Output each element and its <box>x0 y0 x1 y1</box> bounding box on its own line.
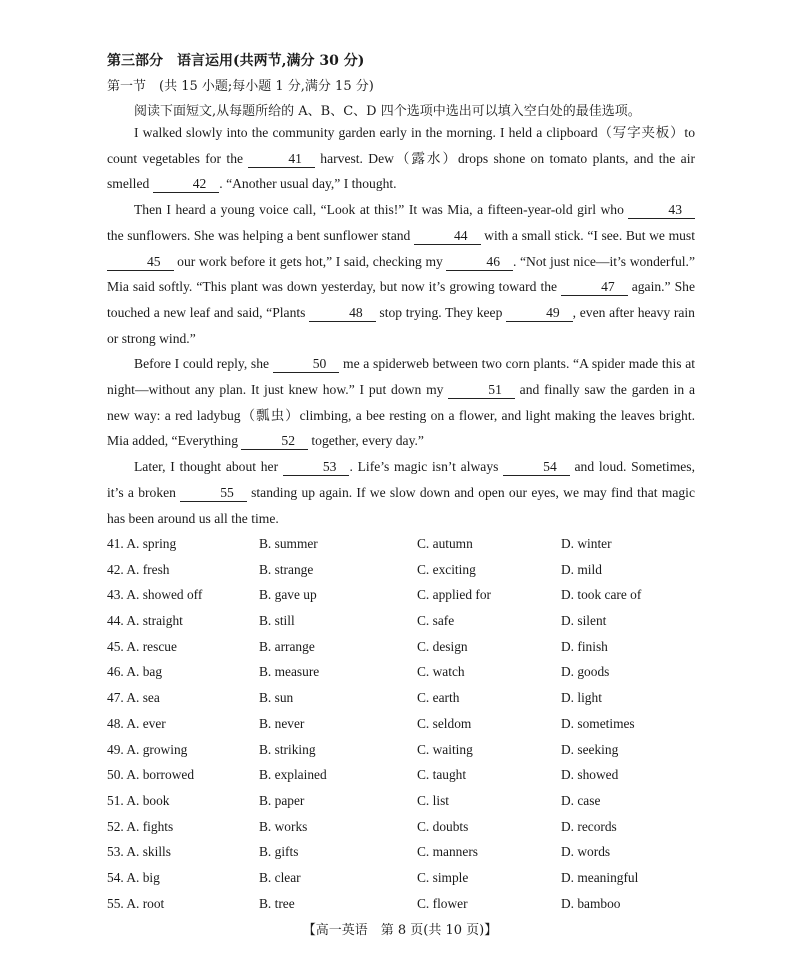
option-choice: D. seeking <box>561 741 619 757</box>
option-choice: B. still <box>259 613 295 629</box>
option-choice: 54. A. big <box>107 869 160 885</box>
option-choice: 41. A. spring <box>107 536 177 551</box>
passage-text: Before I could reply, she <box>134 356 273 372</box>
passage-text: me a spiderweb between two corn plants. “A spider made this at night—without any plan. It just knew how.” I put down my <box>107 356 696 398</box>
passage-text: harvest. Dew（露水）drops shone on tomato plants, and the air smelled <box>107 150 695 192</box>
answer-options <box>107 534 707 919</box>
answer-blank: 49 <box>506 305 573 322</box>
option-choice: 52. A. fights <box>107 818 174 834</box>
option-row <box>107 560 707 586</box>
option-choice: 49. A. growing <box>107 741 188 757</box>
answer-blank: 55 <box>180 485 247 502</box>
option-choice: 51. A. book <box>107 792 170 808</box>
instruction-text: 阅读下面短文,从每题所给的 A、B、C、D 四个选项中选出可以填入空白处的最佳选项。 <box>134 104 641 119</box>
passage-paragraph <box>107 120 695 197</box>
option-row <box>107 765 707 791</box>
option-choice: C. taught <box>417 767 467 783</box>
option-choice: D. words <box>561 844 611 860</box>
option-choice: B. paper <box>259 792 305 808</box>
passage-text: and finally saw the garden in a new way: a red ladybug（瓢虫）climbing, a bee resting on a flower, and light making the leaves bright. Mia added, “Everything <box>107 382 695 449</box>
option-choice: D. finish <box>561 638 608 654</box>
option-choice: C. design <box>417 638 468 654</box>
option-choice: D. took care of <box>561 587 642 603</box>
option-choice: 53. A. skills <box>107 844 171 860</box>
option-choice: B. explained <box>259 767 327 783</box>
answer-blank: 45 <box>107 254 174 271</box>
option-choice: D. showed <box>561 767 619 783</box>
option-choice: 45. A. rescue <box>107 638 177 654</box>
option-choice: 42. A. fresh <box>107 561 170 577</box>
option-choice: C. list <box>417 792 449 808</box>
option-row <box>107 662 707 688</box>
option-choice: C. autumn <box>417 536 473 551</box>
option-choice: 47. A. sea <box>107 690 160 706</box>
option-row <box>107 585 707 611</box>
option-choice: D. records <box>561 818 617 834</box>
option-choice: D. silent <box>561 613 607 629</box>
option-choice: B. sun <box>259 690 294 706</box>
answer-blank: 50 <box>273 356 340 373</box>
option-choice: 50. A. borrowed <box>107 767 195 783</box>
option-row <box>107 868 707 894</box>
passage-paragraph <box>107 454 695 531</box>
answer-blank: 51 <box>448 382 515 399</box>
answer-blank: 47 <box>561 279 628 296</box>
passage-text: . Life’s magic isn’t always <box>349 459 504 475</box>
option-choice: 55. A. root <box>107 895 165 911</box>
option-row <box>107 534 707 560</box>
option-choice: C. flower <box>417 895 468 911</box>
answer-blank: 53 <box>283 459 350 476</box>
passage-text: together, every day.” <box>307 433 424 449</box>
option-row <box>107 611 707 637</box>
option-choice: 43. A. showed off <box>107 587 203 603</box>
option-choice: 44. A. straight <box>107 613 183 629</box>
answer-blank: 41 <box>248 151 315 168</box>
subsection-title: 第一节 (共 15 小题;每小题 1 分,满分 15 分) <box>107 79 374 94</box>
passage-text: and loud. Sometimes, it’s a broken <box>107 459 695 500</box>
option-choice: B. striking <box>259 741 316 757</box>
option-choice: C. exciting <box>417 561 476 577</box>
option-choice: C. safe <box>417 613 455 629</box>
option-row <box>107 714 707 740</box>
option-row <box>107 637 707 663</box>
option-choice: B. clear <box>259 869 301 885</box>
option-choice: C. manners <box>417 844 478 860</box>
option-choice: B. tree <box>259 895 295 911</box>
answer-blank: 43 <box>628 202 695 219</box>
answer-blank: 54 <box>503 459 570 476</box>
answer-blank: 44 <box>414 228 481 245</box>
option-choice: B. never <box>259 715 305 731</box>
passage-text: I walked slowly into the community garden early in the morning. I held a clipboard（写字夹板）to count vegetables for the <box>107 125 695 166</box>
option-choice: D. meaningful <box>561 869 639 885</box>
option-row <box>107 740 707 766</box>
option-choice: B. arrange <box>259 638 315 654</box>
option-choice: 46. A. bag <box>107 664 163 680</box>
section-title: 第三部分 语言运用(共两节,满分 30 分) <box>107 53 365 69</box>
option-choice: C. seldom <box>417 715 472 731</box>
option-choice: D. bamboo <box>561 895 621 911</box>
passage-text: our work before it gets hot,” I said, checking my <box>173 253 447 269</box>
option-choice: C. watch <box>417 664 465 680</box>
option-choice: B. strange <box>259 561 314 577</box>
passage-text: . “Not just nice—it’s wonderful.” Mia said softly. “This plant was down yesterday, but now it’s growing toward the <box>107 253 695 295</box>
option-choice: C. doubts <box>417 818 469 834</box>
passage-paragraph <box>107 197 695 351</box>
option-choice: D. goods <box>561 664 610 680</box>
option-choice: D. case <box>561 792 601 808</box>
option-choice: D. mild <box>561 561 602 577</box>
option-choice: B. gifts <box>259 844 299 860</box>
option-choice: C. waiting <box>417 741 473 757</box>
option-row <box>107 842 707 868</box>
passage-text: with a small stick. “I see. But we must <box>480 227 696 243</box>
option-choice: C. earth <box>417 690 460 706</box>
option-choice: B. gave up <box>259 587 317 603</box>
answer-blank: 46 <box>446 254 513 271</box>
passage-text: stop trying. They keep <box>375 304 507 320</box>
passage-text: . “Another usual day,” I thought. <box>219 176 397 192</box>
passage-text: the sunflowers. She was helping a bent sunflower stand <box>107 227 414 243</box>
answer-blank: 42 <box>153 176 220 193</box>
passage-text: again.” She touched a new leaf and said, “Plants <box>107 279 696 320</box>
option-choice: D. light <box>561 690 602 706</box>
answer-blank: 48 <box>309 305 376 322</box>
option-choice: B. works <box>259 818 308 834</box>
option-choice: 48. A. ever <box>107 715 166 731</box>
option-choice: C. simple <box>417 869 469 885</box>
page-footer: 【高一英语 第 8 页(共 10 页)】 <box>302 923 498 938</box>
option-choice: B. summer <box>259 536 318 551</box>
option-row <box>107 791 707 817</box>
passage-text: Then I heard a young voice call, “Look at this!” It was Mia, a fifteen-year-old girl who <box>134 202 629 218</box>
option-row <box>107 894 707 920</box>
option-choice: D. winter <box>561 536 612 551</box>
option-choice: D. sometimes <box>561 715 635 731</box>
passage-text: standing up again. If we slow down and open our eyes, we may find that magic has been around us all the time. <box>107 484 695 526</box>
passage-paragraph <box>107 351 695 454</box>
answer-blank: 52 <box>241 433 308 450</box>
option-row <box>107 817 707 843</box>
option-row <box>107 688 707 714</box>
option-choice: B. measure <box>259 664 320 680</box>
passage-text: Later, I thought about her <box>134 459 283 475</box>
cloze-passage <box>107 120 695 531</box>
passage-text: , even after heavy rain or strong wind.” <box>107 304 695 346</box>
option-choice: C. applied for <box>417 587 492 603</box>
